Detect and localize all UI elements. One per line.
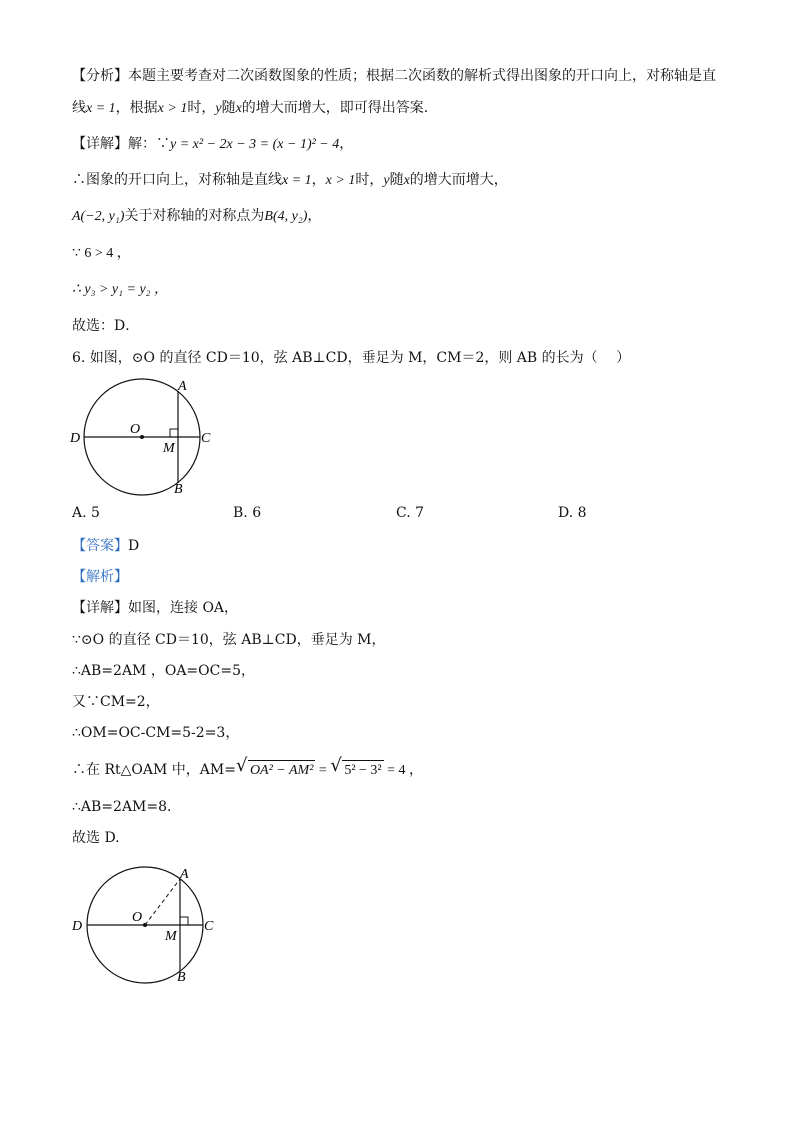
- analysis-text: 本题主要考查对二次函数图象的性质；根据二次函数的解析式得出图象的开口向上，对称轴是直: [128, 68, 716, 84]
- math-expr: x > 1: [157, 101, 188, 116]
- detail-line-5: ∴ y₃ > y₁ = y₂ ，: [72, 282, 169, 297]
- q6-detail-line-3: ∴AB=2AM ，OA=OC=5，: [72, 663, 255, 679]
- math-expr: y: [215, 101, 222, 116]
- text-fragment: 如图，连接 OA，: [128, 600, 239, 616]
- text-fragment: ，根据: [115, 100, 158, 116]
- math-expr: B(4, y₂): [264, 209, 308, 224]
- math-expr: x: [403, 173, 410, 188]
- answer-value: D: [128, 538, 140, 554]
- right-angle-mark-2: [180, 917, 188, 925]
- q6-detail-line-4: 又∵CM=2，: [72, 694, 160, 710]
- math-expr: y: [383, 173, 390, 188]
- math-expr: x > 1: [325, 173, 356, 188]
- label-c-2: C: [204, 919, 214, 934]
- label-b-2: B: [177, 970, 186, 985]
- detail-line-3: [72, 206, 321, 227]
- text-fragment: ，: [339, 136, 354, 152]
- right-angle-mark: [170, 429, 178, 437]
- label-d: D: [70, 431, 81, 446]
- center-point-2: [143, 923, 147, 927]
- text-fragment: =: [315, 763, 331, 778]
- radicand-1: OA² − AM²: [248, 760, 315, 781]
- text-fragment: = 4 ，: [383, 763, 424, 778]
- q6-detail-line-8: 故选 D.: [72, 830, 120, 846]
- text-fragment: 时，: [355, 172, 384, 188]
- text-fragment: 的增大而增大，: [409, 172, 508, 188]
- text-fragment: ，: [311, 172, 326, 188]
- sqrt-expr-2: √ 5² − 3²: [330, 760, 383, 781]
- text-fragment: 线: [72, 100, 86, 116]
- text-fragment: 时，: [187, 100, 216, 116]
- label-m: M: [163, 441, 175, 456]
- q6-detail-tag: 【详解】: [72, 600, 128, 616]
- q6-detail-line-6: [72, 755, 424, 781]
- label-m-2: M: [165, 929, 177, 944]
- detail-line-2: [72, 170, 508, 191]
- q6-detail-line-7: ∴AB=2AM=8.: [72, 799, 172, 815]
- segment-oa-dashed: [145, 879, 180, 925]
- circle-figure-1: [66, 374, 226, 500]
- center-point: [140, 435, 144, 439]
- math-expr: A(−2, y₁): [72, 209, 125, 224]
- option-c: C. 7: [396, 505, 425, 521]
- text-fragment: 随: [221, 100, 236, 116]
- text-fragment: ，: [307, 208, 322, 224]
- math-expr: x = 1: [282, 173, 312, 188]
- text-fragment: 解：∵: [128, 136, 170, 152]
- circle-figure-2: [66, 862, 226, 988]
- detail-line-4: ∵ 6 > 4 ，: [72, 246, 131, 261]
- label-c: C: [201, 431, 211, 446]
- option-a: A. 5: [72, 505, 100, 521]
- detail-tag: 【详解】: [72, 136, 128, 152]
- text-fragment: 的增大而增大，即可得出答案．: [241, 100, 438, 116]
- answer-tag: 【答案】: [72, 538, 128, 554]
- label-o-2: O: [132, 910, 143, 925]
- detail-line-6: 故选：D．: [72, 318, 140, 334]
- radicand-2: 5² − 3²: [342, 760, 383, 781]
- analysis-line-1: [72, 66, 716, 86]
- q6-detail-line-2: ∵⊙O 的直径 CD＝10，弦 AB⊥CD，垂足为 M，: [72, 632, 386, 648]
- analysis-tag: 【分析】: [72, 68, 128, 84]
- q6-detail-line-1: [72, 598, 238, 618]
- analysis-line-2: [72, 98, 438, 119]
- text-fragment: 随: [389, 172, 404, 188]
- math-expr: x = 1: [86, 101, 116, 116]
- question-6-stem: 6. 如图，⊙O 的直径 CD＝10，弦 AB⊥CD，垂足为 M，CM＝2，则 AB 的长为（ ）: [72, 350, 631, 366]
- math-expr: x: [235, 101, 242, 116]
- label-o: O: [130, 422, 141, 437]
- sqrt-expr-1: √ OA² − AM²: [236, 760, 315, 781]
- answer-line: [72, 536, 139, 556]
- text-fragment: 关于对称轴的对称点为: [124, 208, 265, 224]
- q6-detail-line-5: ∴OM=OC-CM=5-2=3，: [72, 725, 240, 741]
- text-fragment: ∴图象的开口向上，对称轴是直线: [72, 172, 282, 188]
- detail-line-1: [72, 134, 353, 155]
- label-d-2: D: [72, 919, 83, 934]
- option-b: B. 6: [233, 505, 262, 521]
- option-d: D. 8: [558, 505, 587, 521]
- label-b: B: [174, 482, 183, 497]
- label-a-2: A: [180, 867, 189, 882]
- math-expr: y = x² − 2x − 3 = (x − 1)² − 4: [170, 137, 340, 152]
- text-fragment: ∴在 Rt△OAM 中，AM=: [72, 762, 236, 778]
- label-a: A: [178, 379, 187, 394]
- jiexi-tag: 【解析】: [72, 569, 128, 585]
